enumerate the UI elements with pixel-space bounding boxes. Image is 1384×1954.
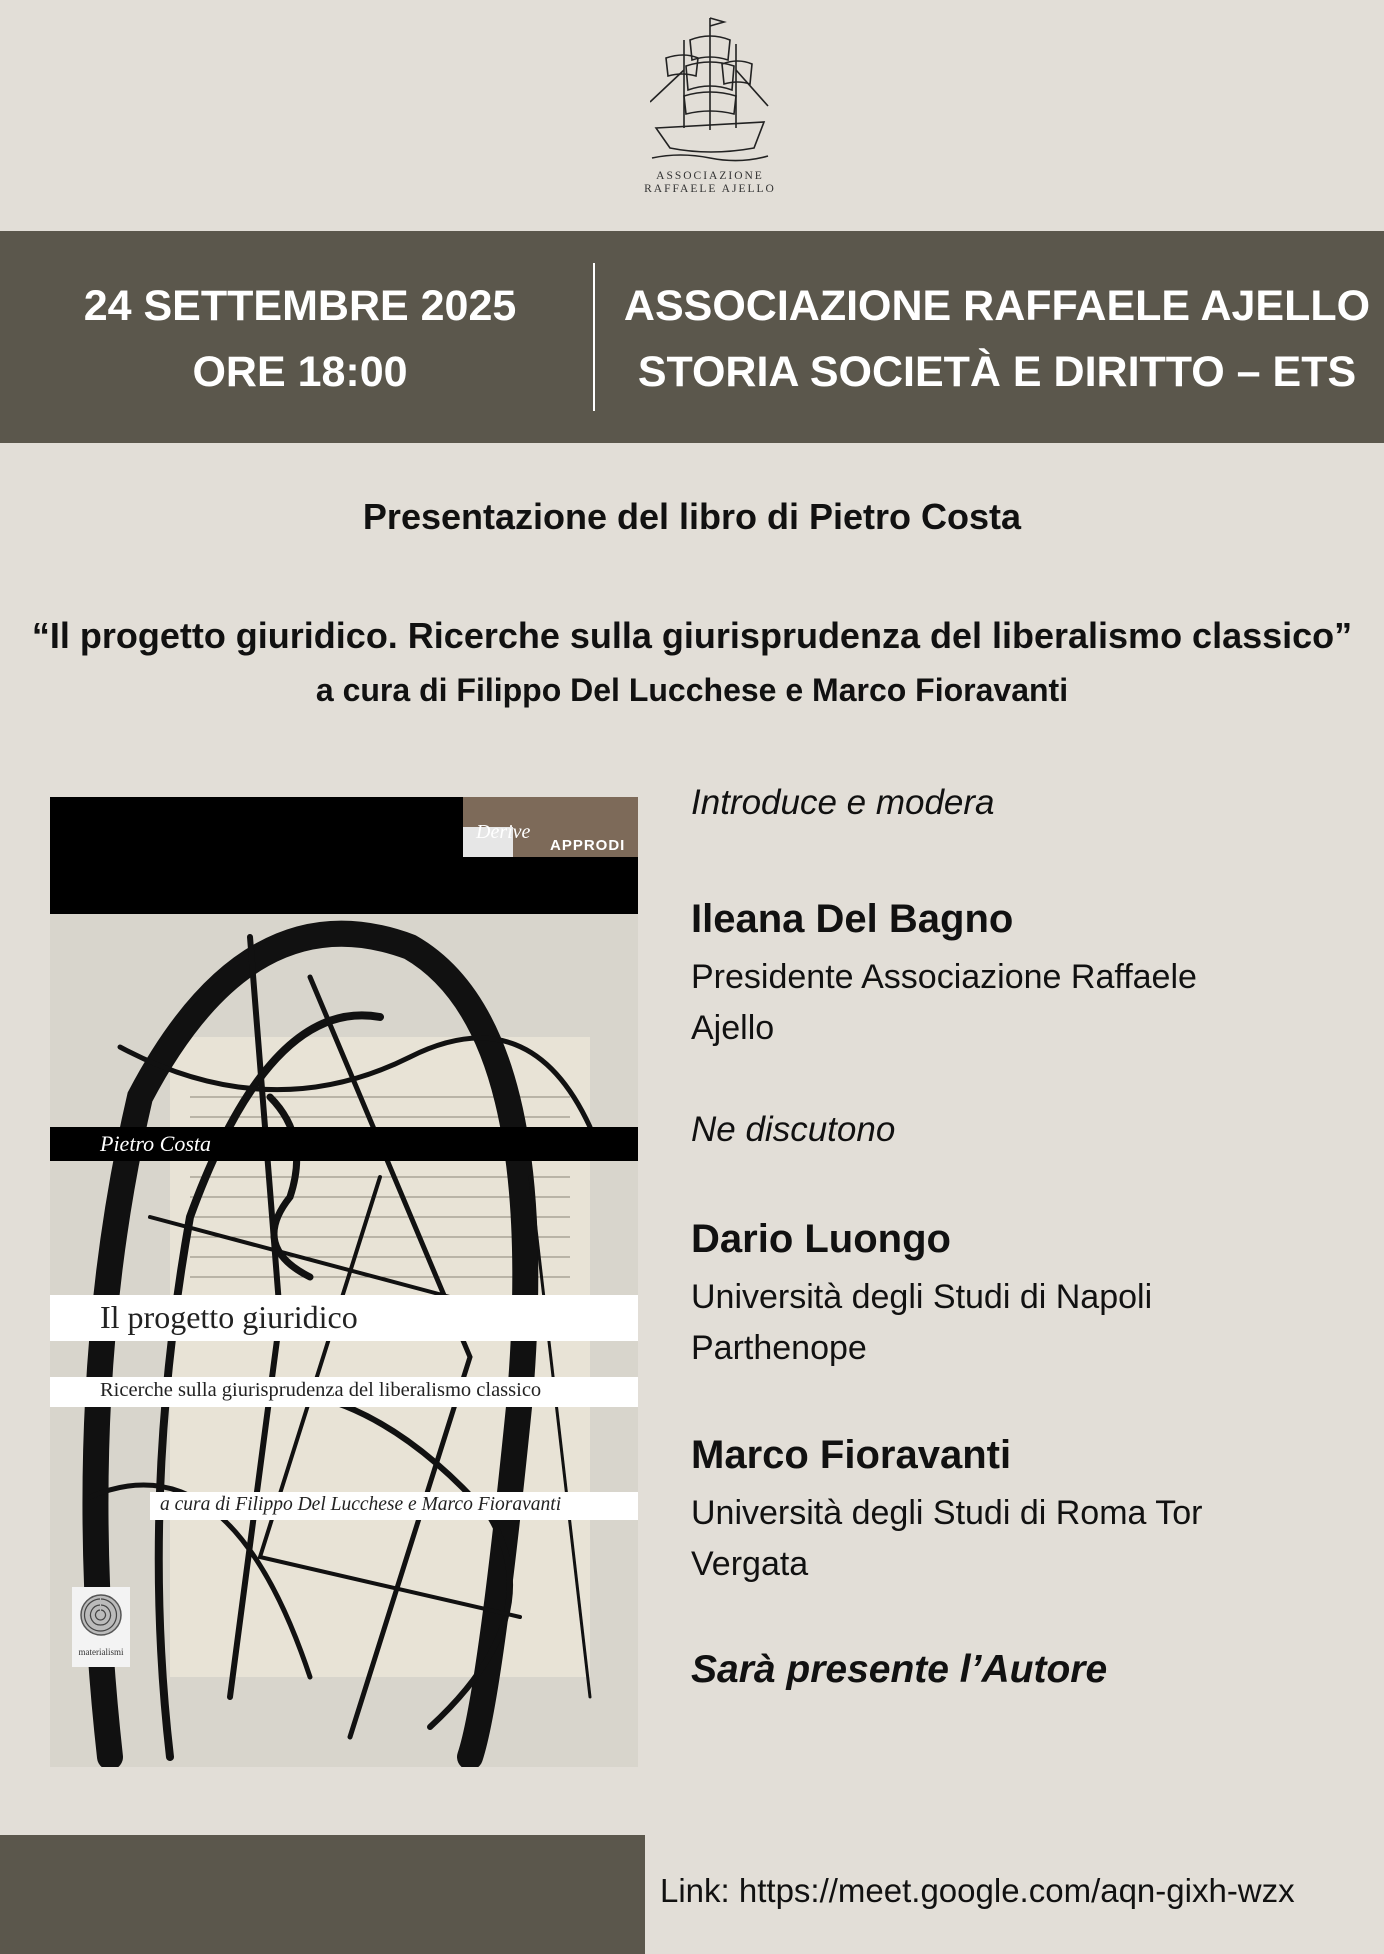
moderator-affiliation-2: Ajello	[691, 1009, 775, 1047]
band-divider	[593, 263, 595, 411]
book-cover	[50, 797, 638, 1767]
series-label: materialismi	[78, 1647, 124, 1657]
publisher-approdi: APPRODI	[550, 837, 626, 854]
speaker-1-name: Dario Luongo	[691, 1217, 951, 1261]
organizer-line-2: STORIA SOCIETÀ E DIRITTO – ETS	[637, 348, 1357, 396]
intro-label: Introduce e modera	[691, 783, 995, 822]
cover-curators: a cura di Filippo Del Lucchese e Marco Fioravanti	[160, 1494, 562, 1515]
moderator-affiliation-1: Presidente Associazione Raffaele	[691, 958, 1197, 996]
event-time: ORE 18:00	[192, 348, 408, 396]
book-title: “Il progetto giuridico. Ricerche sulla giurisprudenza del liberalismo classico”	[31, 615, 1353, 656]
discuss-label: Ne discutono	[691, 1110, 896, 1149]
moderator-name: Ileana Del Bagno	[691, 897, 1014, 941]
logo-line-1: ASSOCIAZIONE	[656, 170, 764, 182]
speaker-2-name: Marco Fioravanti	[691, 1433, 1012, 1477]
association-logo	[620, 10, 800, 215]
event-date: 24 SETTEMBRE 2025	[83, 282, 517, 330]
logo-line-2: RAFFAELE AJELLO	[644, 183, 776, 195]
cover-artwork	[50, 797, 638, 1767]
organizer-line-1: ASSOCIAZIONE RAFFAELE AJELLO	[623, 282, 1371, 330]
speaker-1-affiliation-1: Università degli Studi di Napoli	[691, 1278, 1153, 1316]
organizer	[610, 273, 1384, 405]
book-curators: a cura di Filippo Del Lucchese e Marco Fioravanti	[315, 672, 1069, 708]
publisher-derive: Derive	[476, 821, 531, 843]
footer-bar	[0, 1835, 645, 1954]
cover-title: Il progetto giuridico	[100, 1299, 358, 1335]
presentation-heading: Presentazione del libro di Pietro Costa	[362, 496, 1022, 537]
event-band	[0, 231, 1384, 443]
ship-icon	[650, 10, 770, 170]
event-datetime	[0, 273, 600, 405]
meeting-link[interactable]: Link: https://meet.google.com/aqn-gixh-wzx	[660, 1872, 1295, 1909]
cover-subtitle: Ricerche sulla giurisprudenza del liberalismo classico	[100, 1379, 542, 1401]
speaker-2-affiliation-1: Università degli Studi di Roma Tor	[691, 1494, 1203, 1532]
speaker-1-affiliation-2: Parthenope	[691, 1329, 867, 1367]
author-present-note: Sarà presente l’Autore	[691, 1648, 1108, 1691]
cover-author: Pietro Costa	[100, 1131, 212, 1156]
speaker-2-affiliation-2: Vergata	[691, 1545, 809, 1583]
shell-icon	[72, 1587, 130, 1645]
